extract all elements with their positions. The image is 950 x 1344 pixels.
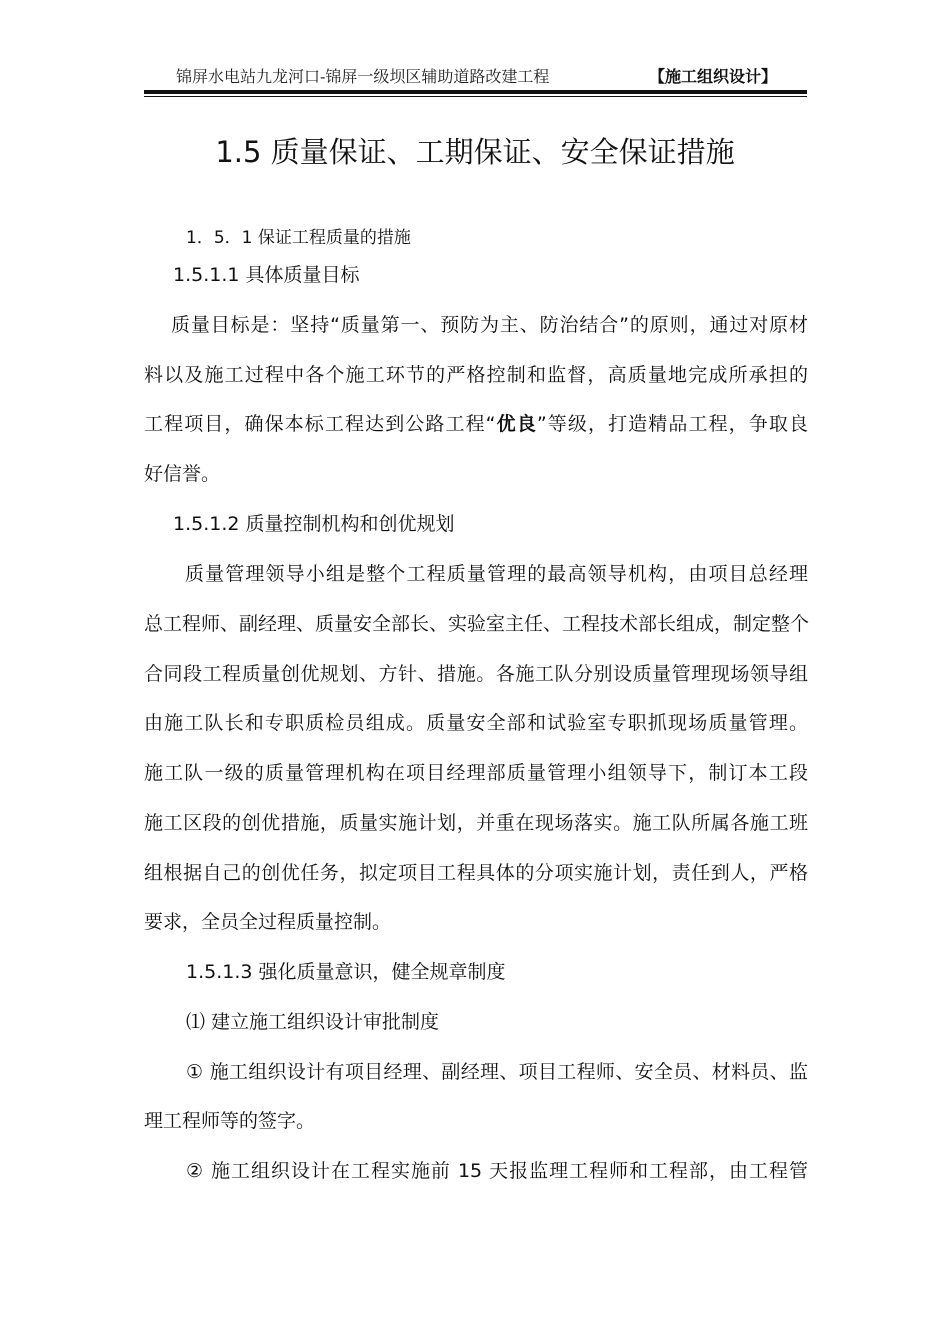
paragraph-line: 合同段工程质量创优规划、方针、措施。各施工队分别设质量管理现场领导组 bbox=[144, 663, 808, 685]
paragraph-line: 施工区段的创优措施，质量实施计划，并重在现场落实。施工队所属各施工班 bbox=[144, 812, 808, 834]
header-doc-type: 【施工组织设计】 bbox=[648, 67, 777, 86]
header-project-name: 锦屏水电站九龙河口-锦屏一级坝区辅助道路改建工程 bbox=[176, 67, 550, 86]
section-heading-1-5-1: 1．5．1 保证工程质量的措施 bbox=[186, 228, 411, 248]
page-header bbox=[144, 64, 807, 88]
paragraph-line: 组根据自己的创优任务，拟定项目工程具体的分项实施计划，责任到人，严格 bbox=[144, 862, 808, 884]
section-heading-1-5-1-1: 1.5.1.1 具体质量目标 bbox=[173, 264, 360, 286]
header-rule-thin bbox=[144, 96, 807, 97]
emphasis-text: 优良 bbox=[495, 413, 537, 435]
paragraph-line: 总工程师、副经理、质量安全部长、实验室主任、工程技术部长组成，制定整个 bbox=[144, 613, 810, 635]
paragraph-line: 质量目标是：坚持“质量第一、预防为主、防治结合”的原则，通过对原材 bbox=[171, 314, 808, 336]
paragraph-line: 要求，全员全过程质量控制。 bbox=[144, 911, 392, 933]
paragraph-line: 质量管理领导小组是整个工程质量管理的最高领导机构，由项目总经理 bbox=[185, 563, 808, 585]
paragraph-line: 料以及施工过程中各个施工环节的严格控制和监督，高质量地完成所承担的 bbox=[144, 364, 808, 386]
paragraph-line: 由施工队长和专职质检员组成。质量安全部和试验室专职抓现场质量管理。 bbox=[144, 712, 808, 734]
paragraph-line: ② 施工组织设计在工程实施前 15 天报监理工程师和工程部，由工程管 bbox=[186, 1160, 808, 1182]
section-heading-1-5-1-3: 1.5.1.3 强化质量意识，健全规章制度 bbox=[186, 961, 506, 983]
section-heading-1-5-1-2: 1.5.1.2 质量控制机构和创优规划 bbox=[173, 513, 455, 535]
paragraph-line: ① 施工组织设计有项目经理、副经理、项目工程师、安全员、材料员、监 bbox=[186, 1061, 808, 1083]
list-item-heading: ⑴ 建立施工组织设计审批制度 bbox=[186, 1011, 440, 1033]
page-title: 1.5 质量保证、工期保证、安全保证措施 bbox=[215, 135, 735, 169]
header-rule-thick bbox=[144, 90, 807, 94]
paragraph-line: 施工队一级的质量管理机构在项目经理部质量管理小组领导下，制订本工段 bbox=[144, 762, 808, 784]
paragraph-line: 工程项目，确保本标工程达到公路工程“优良”等级，打造精品工程，争取良 bbox=[144, 413, 808, 435]
paragraph-line: 好信誉。 bbox=[144, 463, 221, 485]
paragraph-line: 理工程师等的签字。 bbox=[144, 1110, 316, 1132]
